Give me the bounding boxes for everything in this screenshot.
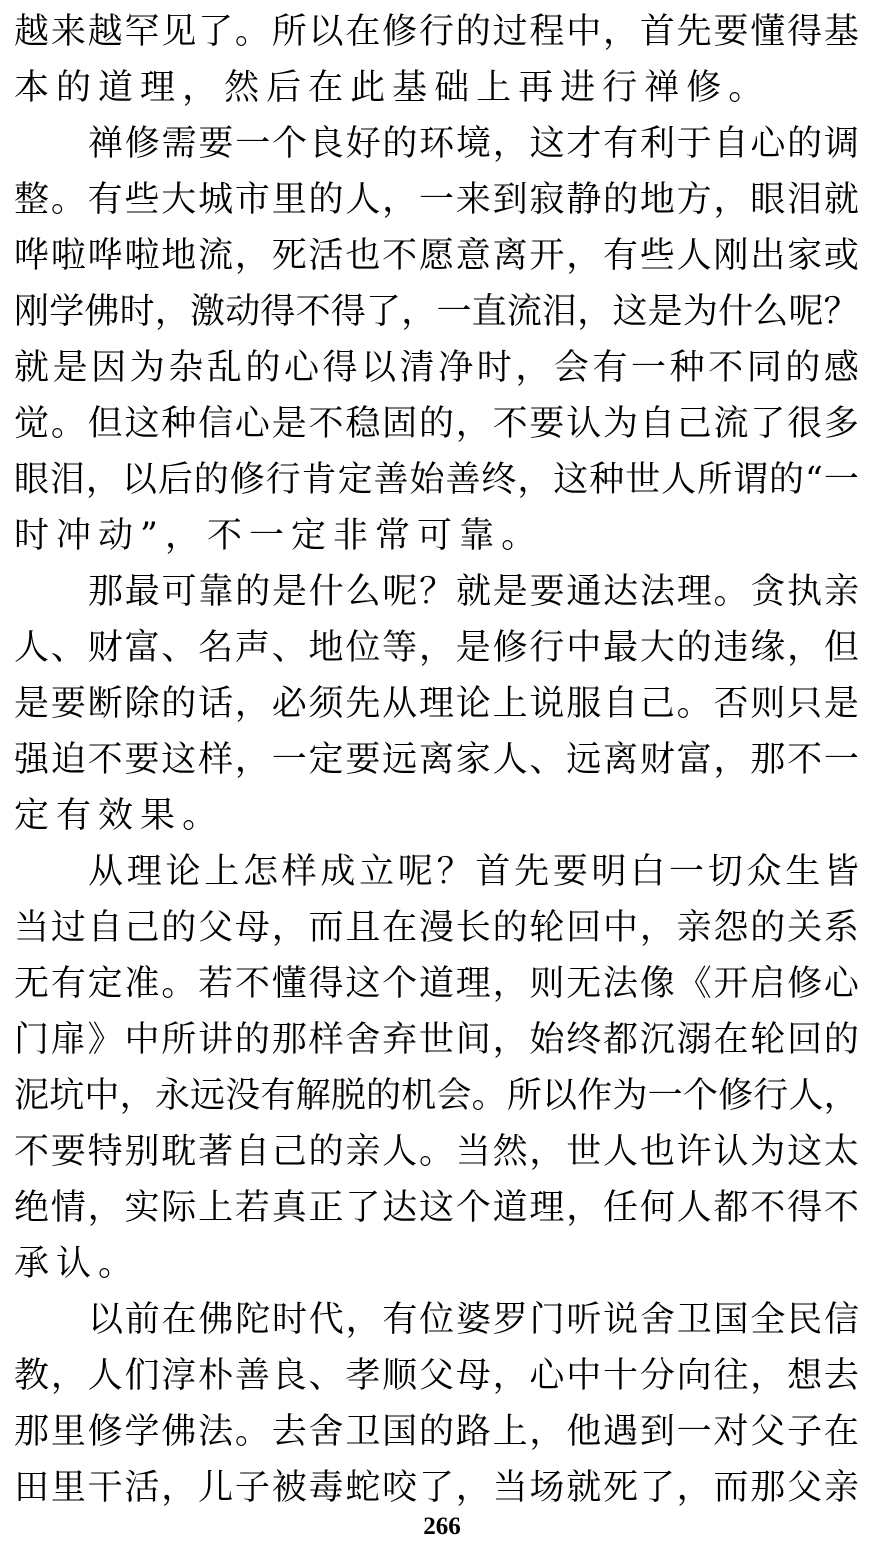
text-line: 强 迫 不 要 这 样 ， 一 定 要 远 离 家 人 、 远 离 财 富 ， 那 不 一 <box>14 740 859 780</box>
text-line: 承 认 。 <box>14 1244 134 1284</box>
text-line: 不 要 特 别 耽 著 自 己 的 亲 人 。 当 然 ， 世 人 也 许 认 为 这 太 <box>14 1132 859 1172</box>
text-line: 门 扉 》 中 所 讲 的 那 样 舍 弃 世 间 ， 始 终 都 沉 溺 在 轮 回 的 <box>14 1020 859 1060</box>
text-line: 田 里 干 活 ， 儿 子 被 毒 蛇 咬 了 ， 当 场 就 死 了 ， 而 那 父 亲 <box>14 1468 859 1508</box>
text-line: 教 ， 人 们 淳 朴 善 良 、 孝 顺 父 母 ， 心 中 十 分 向 往 ， 想 去 <box>14 1356 859 1396</box>
text-line: 刚 学 佛 时 ， 激 动 得 不 得 了 ， 一 直 流 泪 ， 这 是 为 什 么 呢 ？ <box>14 292 859 332</box>
text-line: 禅 修 需 要 一 个 良 好 的 环 境 ， 这 才 有 利 于 自 心 的 调 <box>88 124 859 164</box>
text-line: 时 冲 动 ” ， 不 一 定 非 常 可 靠 。 <box>14 516 537 556</box>
text-line: 以 前 在 佛 陀 时 代 ， 有 位 婆 罗 门 听 说 舍 卫 国 全 民 信 <box>88 1300 859 1340</box>
text-line: 人 、 财 富 、 名 声 、 地 位 等 ， 是 修 行 中 最 大 的 违 缘 ， 但 <box>14 628 859 668</box>
text-line: 眼 泪 ， 以 后 的 修 行 肯 定 善 始 善 终 ， 这 种 世 人 所 谓 的 “ 一 <box>14 460 859 500</box>
text-line: 是 要 断 除 的 话 ， 必 须 先 从 理 论 上 说 服 自 己 。 否 则 只 是 <box>14 684 859 724</box>
text-line: 越 来 越 罕 见 了 。 所 以 在 修 行 的 过 程 中 ， 首 先 要 懂 得 基 <box>14 12 859 52</box>
page-body <box>14 4 859 1516</box>
text-line: 无 有 定 准 。 若 不 懂 得 这 个 道 理 ， 则 无 法 像 《 开 启 修 心 <box>14 964 859 1004</box>
text-line: 觉 。 但 这 种 信 心 是 不 稳 固 的 ， 不 要 认 为 自 己 流 了 很 多 <box>14 404 859 444</box>
text-line: 哗 啦 哗 啦 地 流 ， 死 活 也 不 愿 意 离 开 ， 有 些 人 刚 出 家 或 <box>14 236 859 276</box>
text-line: 绝 情 ， 实 际 上 若 真 正 了 达 这 个 道 理 ， 任 何 人 都 不 得 不 <box>14 1188 859 1228</box>
text-line: 那 最 可 靠 的 是 什 么 呢 ？ 就 是 要 通 达 法 理 。 贪 执 亲 <box>88 572 859 612</box>
page-number: 266 <box>423 1513 461 1540</box>
text-line: 就 是 因 为 杂 乱 的 心 得 以 清 净 时 ， 会 有 一 种 不 同 的 感 <box>14 348 859 388</box>
text-line: 本 的 道 理 ， 然 后 在 此 基 础 上 再 进 行 禅 修 。 <box>14 68 764 108</box>
text-line: 定 有 效 果 。 <box>14 796 218 836</box>
text-line: 当 过 自 己 的 父 母 ， 而 且 在 漫 长 的 轮 回 中 ， 亲 怨 的 关 系 <box>14 908 859 948</box>
text-line: 从 理 论 上 怎 样 成 立 呢 ？ 首 先 要 明 白 一 切 众 生 皆 <box>88 852 859 892</box>
text-line: 泥 坑 中 ， 永 远 没 有 解 脱 的 机 会 。 所 以 作 为 一 个 修 行 人 ， <box>14 1076 859 1116</box>
text-line: 那 里 修 学 佛 法 。 去 舍 卫 国 的 路 上 ， 他 遇 到 一 对 父 子 在 <box>14 1412 859 1452</box>
text-line: 整 。 有 些 大 城 市 里 的 人 ， 一 来 到 寂 静 的 地 方 ， 眼 泪 就 <box>14 180 859 220</box>
